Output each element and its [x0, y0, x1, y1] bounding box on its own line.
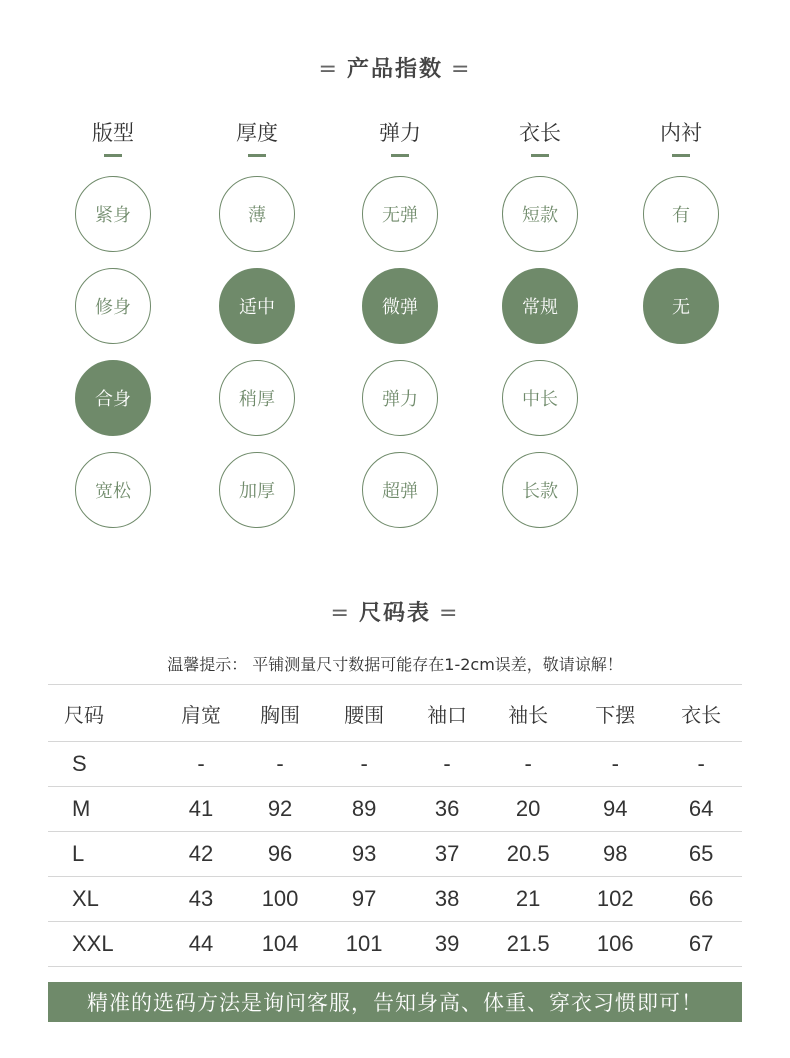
measurement-cell: 36 [408, 787, 486, 832]
index-option: 宽松 [75, 452, 151, 528]
measurement-cell: 20 [486, 787, 570, 832]
index-option-selected: 适中 [219, 268, 295, 344]
index-column-header: 厚度 [236, 121, 278, 145]
index-column [360, 118, 440, 502]
title-decoration-left: = [318, 57, 339, 82]
measurement-cell: 104 [240, 922, 320, 967]
table-header-row [48, 685, 742, 742]
size-label-cell: S [48, 742, 162, 787]
index-column [500, 118, 580, 502]
size-chart-title [0, 596, 790, 627]
measurement-cell: 102 [570, 877, 660, 922]
index-option: 无弹 [362, 176, 438, 252]
index-option: 加厚 [219, 452, 295, 528]
table-header-cell: 衣长 [660, 685, 742, 742]
header-underline [248, 154, 266, 157]
measurement-cell: 65 [660, 832, 742, 877]
size-label-cell: XL [48, 877, 162, 922]
measurement-cell: 21 [486, 877, 570, 922]
measurement-cell: 20.5 [486, 832, 570, 877]
index-option: 有 [643, 176, 719, 252]
table-row [48, 877, 742, 922]
measurement-cell: 98 [570, 832, 660, 877]
size-label-cell: L [48, 832, 162, 877]
measurement-cell: - [486, 742, 570, 787]
measurement-cell: - [408, 742, 486, 787]
index-column [73, 118, 153, 502]
index-column [641, 118, 721, 318]
title-decoration-right: = [439, 601, 460, 626]
index-option: 弹力 [362, 360, 438, 436]
measurement-cell: 38 [408, 877, 486, 922]
title-decoration-right: = [451, 57, 472, 82]
measurement-cell: 92 [240, 787, 320, 832]
table-row [48, 922, 742, 967]
measurement-cell: - [570, 742, 660, 787]
measurement-cell: 37 [408, 832, 486, 877]
index-option: 超弹 [362, 452, 438, 528]
header-underline [672, 154, 690, 157]
table-row [48, 832, 742, 877]
index-column-header: 弹力 [379, 121, 421, 145]
index-column-header: 衣长 [519, 121, 561, 145]
measurement-cell: 67 [660, 922, 742, 967]
measurement-cell: - [660, 742, 742, 787]
measurement-cell: 43 [162, 877, 240, 922]
measurement-cell: 41 [162, 787, 240, 832]
index-option: 中长 [502, 360, 578, 436]
measurement-cell: 97 [320, 877, 408, 922]
table-header-cell: 胸围 [240, 685, 320, 742]
measurement-cell: - [162, 742, 240, 787]
measurement-cell: 44 [162, 922, 240, 967]
measurement-cell: - [320, 742, 408, 787]
size-advice-banner: 精准的选码方法是询问客服，告知身高、体重、穿衣习惯即可！ [48, 982, 742, 1022]
product-index-title [0, 52, 790, 83]
size-chart-title-text: 尺码表 [358, 601, 431, 626]
measurement-cell: 96 [240, 832, 320, 877]
header-underline [531, 154, 549, 157]
table-row [48, 742, 742, 787]
index-option-selected: 无 [643, 268, 719, 344]
index-option: 修身 [75, 268, 151, 344]
measurement-tip: 温馨提示： 平铺测量尺寸数据可能存在1-2cm误差，敬请谅解！ [167, 655, 623, 674]
measurement-cell: 100 [240, 877, 320, 922]
measurement-cell: 93 [320, 832, 408, 877]
table-header-cell: 肩宽 [162, 685, 240, 742]
measurement-cell: 106 [570, 922, 660, 967]
index-option-selected: 微弹 [362, 268, 438, 344]
measurement-cell: 66 [660, 877, 742, 922]
measurement-cell: 21.5 [486, 922, 570, 967]
measurement-cell: 42 [162, 832, 240, 877]
measurement-cell: 94 [570, 787, 660, 832]
index-option: 长款 [502, 452, 578, 528]
index-option-selected: 常规 [502, 268, 578, 344]
product-index-title-text: 产品指数 [346, 57, 443, 82]
table-header-cell: 袖口 [408, 685, 486, 742]
measurement-cell: - [240, 742, 320, 787]
measurement-cell: 39 [408, 922, 486, 967]
table-header-cell: 腰围 [320, 685, 408, 742]
title-decoration-left: = [330, 601, 351, 626]
size-table [48, 684, 742, 967]
table-header-cell: 尺码 [48, 685, 162, 742]
index-option-selected: 合身 [75, 360, 151, 436]
size-label-cell: M [48, 787, 162, 832]
index-option: 稍厚 [219, 360, 295, 436]
index-option: 紧身 [75, 176, 151, 252]
table-header-cell: 下摆 [570, 685, 660, 742]
table-header-cell: 袖长 [486, 685, 570, 742]
measurement-cell: 64 [660, 787, 742, 832]
index-option: 薄 [219, 176, 295, 252]
header-underline [104, 154, 122, 157]
header-underline [391, 154, 409, 157]
table-row [48, 787, 742, 832]
size-label-cell: XXL [48, 922, 162, 967]
index-column-header: 内衬 [660, 121, 702, 145]
measurement-cell: 89 [320, 787, 408, 832]
measurement-cell: 101 [320, 922, 408, 967]
index-column [217, 118, 297, 502]
index-option: 短款 [502, 176, 578, 252]
index-column-header: 版型 [92, 121, 134, 145]
